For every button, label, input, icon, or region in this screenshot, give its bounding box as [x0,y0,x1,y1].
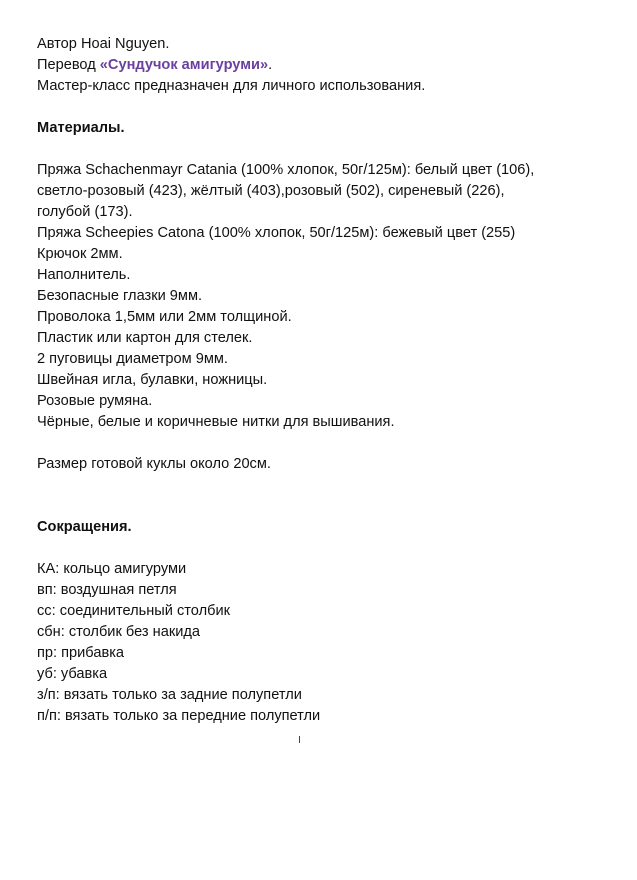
materials-line: Наполнитель. [37,267,131,283]
spacer [37,538,617,559]
materials-line: Розовые румяна. [37,393,153,409]
abbreviation-item: п/п: вязать только за передние полупетли [37,708,321,724]
materials-line: 2 пуговицы диаметром 9мм. [37,351,228,367]
materials-heading: Материалы. [37,120,125,136]
materials-line: Чёрные, белые и коричневые нитки для вышивания. [37,414,395,430]
abbreviation-item: сс: соединительный столбик [37,603,231,619]
spacer [37,139,617,160]
materials-line: Безопасные глазки 9мм. [37,288,203,304]
abbreviation-item: сбн: столбик без накида [37,624,200,640]
materials-line: голубой (173). [37,204,133,220]
abbreviation-item: пр: прибавка [37,645,125,661]
spacer [37,433,617,454]
materials-line: Пластик или картон для стелек. [37,330,253,346]
translation-line [37,55,617,76]
translation-source-link[interactable]: «Сундучок амигуруми» [99,57,269,73]
spacer [37,97,617,118]
materials-line: Пряжа Schachenmayr Catania (100% хлопок, 50г/125м): белый цвет (106), [37,162,535,178]
abbreviation-item: уб: убавка [37,666,108,682]
abbreviation-item: вп: воздушная петля [37,582,177,598]
spacer [37,475,617,517]
size-note: Размер готовой куклы около 20см. [37,456,271,472]
translation-suffix: . [268,57,273,73]
abbreviations-heading: Сокращения. [37,519,132,535]
materials-line: Пряжа Scheepies Catona (100% хлопок, 50г/125м): бежевый цвет (255) [37,225,516,241]
materials-line: Проволока 1,5мм или 2мм толщиной. [37,309,292,325]
materials-line: Швейная игла, булавки, ножницы. [37,372,268,388]
materials-line: Крючок 2мм. [37,246,123,262]
abbreviations-list [37,559,617,727]
text-cursor-mark [299,736,300,743]
abbreviation-item: з/п: вязать только за задние полупетли [37,687,302,703]
materials-list [37,160,617,433]
translation-prefix: Перевод [37,57,100,73]
abbreviation-item: КА: кольцо амигуруми [37,561,187,577]
materials-line: светло-розовый (423), жёлтый (403),розовый (502), сиреневый (226), [37,183,505,199]
document-page [37,34,617,727]
author-line: Автор Hoai Nguyen. [37,36,170,52]
personal-use-note: Мастер-класс предназначен для личного использования. [37,78,426,94]
